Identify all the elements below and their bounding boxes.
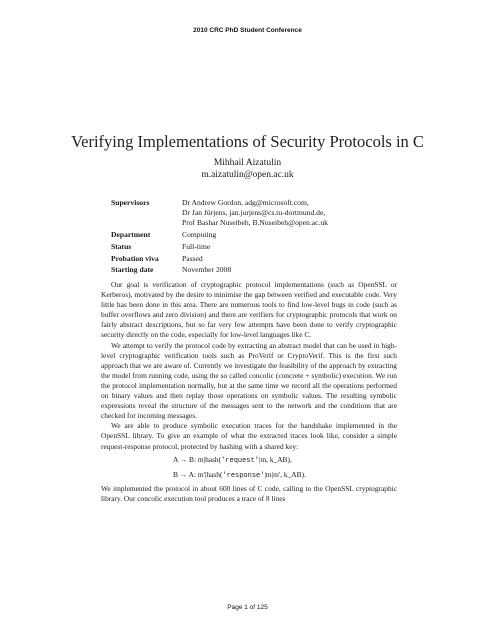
paragraph-2: We attempt to verify the protocol code by extracting an abstract model that can be used in high-level cryptographic verification tools such as ProVerif or CryptoVerif. This is the first such approach that we are aware of. Currently we investigate the feasibility of the approach by extracting the model from running code, using the so called concolic (concrete + symbolic) execution. We run the protocol implementation normally, but at the same time we record all the operations performed on binary values and then replay those operations on symbolic values. The resulting symbolic expressions reveal the structure of the messages sent to the network and the conditions that are checked for incoming messages. xyxy=(101,340,397,421)
equation-2-literal: 'response' xyxy=(222,471,265,480)
equation-1 xyxy=(173,454,397,467)
start-value: November 2008 xyxy=(182,265,232,275)
supervisors-value xyxy=(182,198,328,229)
supervisor-1: Dr Andrew Gordon, adg@microsoft.com, xyxy=(182,198,309,207)
equation-2-lhs: B → A: m'|hash( xyxy=(173,469,223,479)
page-footer: Page 1 of 125 xyxy=(227,604,268,611)
probation-value: Passed xyxy=(182,253,203,263)
paragraph-4: We implemented the protocol in about 600 lines of C code, calling to the OpenSSL cryptographic library. Our concolic execution tool produces a trace of 8 lines xyxy=(101,483,397,503)
equation-1-lhs: A → B: m|hash( xyxy=(173,454,222,464)
paragraph-3: We are able to produce symbolic execution traces for the handshake implemented in the OpenSSL library. To give an example of what the extracted traces look like, consider a simple request-response protocol, protected by hashing with a shared key: xyxy=(101,421,397,451)
status-label: Status xyxy=(111,241,132,251)
probation-label: Probation viva xyxy=(111,253,159,263)
author-email: m.aizatulin@open.ac.uk xyxy=(201,170,294,180)
metadata-table xyxy=(111,198,328,275)
department-value: Computing xyxy=(182,230,217,240)
supervisors-label: Supervisors xyxy=(111,198,150,207)
running-header: 2010 CRC PhD Student Conference xyxy=(193,27,302,34)
paper-title: Verifying Implementations of Security Protocols in C xyxy=(71,132,424,151)
supervisor-3: Prof Bashar Nuseibeh, B.Nuseibeh@open.ac.uk xyxy=(182,218,328,228)
supervisor-2: Dr Jan Jürjens, jan.jurjens@cs.tu-dortmund.de, xyxy=(182,208,326,218)
equation-1-rhs: |m, k_AB), xyxy=(258,454,292,464)
equation-1-literal: 'request' xyxy=(221,456,259,465)
body-text xyxy=(101,280,397,504)
department-label: Department xyxy=(111,230,151,240)
equation-2 xyxy=(173,469,397,482)
status-value: Full-time xyxy=(182,241,211,251)
paragraph-1: Our goal is verification of cryptographic protocol implementations (such as OpenSSL or Kerberos), motivated by the desire to minimise the gap between verified and executable code. Very little has been done in this area. There are numerous tools to find low-level bugs in code (such as buffer overflows and zero division) and there are verifiers for cryptographic protocols that work on fairly abstract descriptions, but so far very few attempts have been done to verify cryptographic security directly on the code, especially for low-level languages like C. xyxy=(101,280,397,340)
author-name: Mihhail Aizatulin xyxy=(213,158,282,168)
author-block xyxy=(0,157,495,181)
start-label: Starting date xyxy=(111,265,154,275)
equation-2-rhs: |m|m', k_AB). xyxy=(264,469,306,479)
